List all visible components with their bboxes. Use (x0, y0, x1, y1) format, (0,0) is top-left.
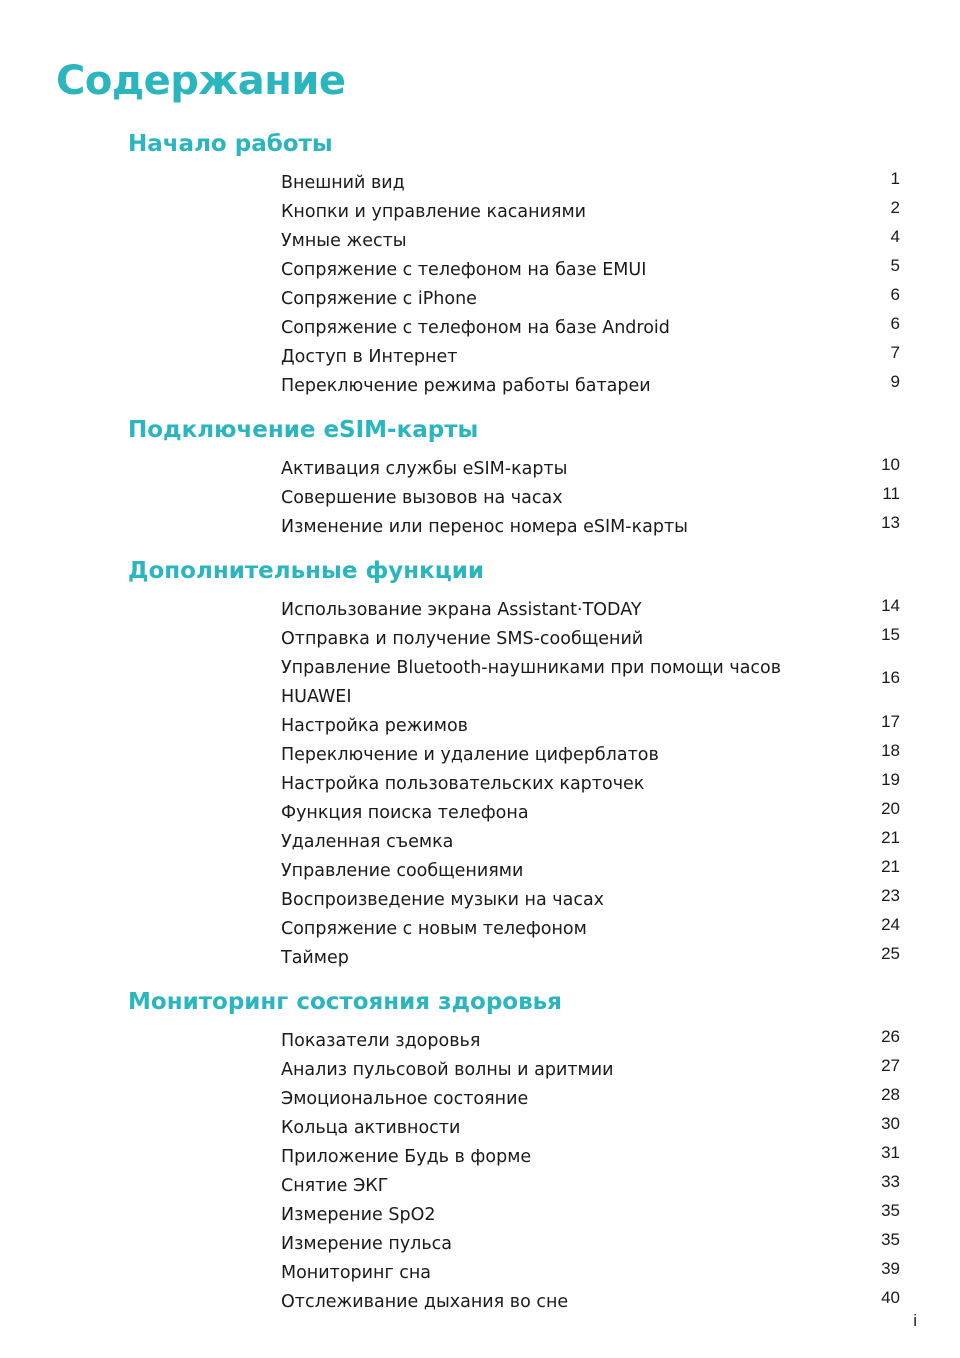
toc-entry[interactable] (0, 198, 960, 227)
toc-section (0, 554, 960, 973)
toc-section (0, 985, 960, 1317)
toc-entry[interactable] (0, 1085, 960, 1114)
toc-entry-title[interactable]: Снятие ЭКГ (281, 1176, 389, 1196)
toc-entry[interactable] (0, 625, 960, 654)
toc-entry-title[interactable]: Сопряжение с телефоном на базе EMUI (281, 260, 647, 280)
toc-entry[interactable] (0, 1230, 960, 1259)
toc-entry-title[interactable]: Совершение вызовов на часах (281, 488, 563, 508)
toc-entry[interactable] (0, 944, 960, 973)
toc-entry-page[interactable]: 25 (881, 944, 900, 963)
toc-entry[interactable] (0, 1259, 960, 1288)
toc-entry-title[interactable]: Мониторинг сна (281, 1263, 431, 1283)
toc-entry-title[interactable]: Настройка пользовательских карточек (281, 774, 645, 794)
toc-entry[interactable] (0, 343, 960, 372)
toc-entry-title[interactable]: Сопряжение с новым телефоном (281, 919, 587, 939)
toc-entry[interactable] (0, 857, 960, 886)
toc-entry-page[interactable]: 2 (890, 198, 900, 217)
toc-entry-page[interactable]: 21 (881, 857, 900, 876)
toc-entry-page[interactable]: 20 (881, 799, 900, 818)
toc-entry-title[interactable]: Измерение пульса (281, 1234, 453, 1254)
toc-entry[interactable] (0, 741, 960, 770)
toc-entry[interactable] (0, 484, 960, 513)
toc-entry[interactable] (0, 828, 960, 857)
toc-entry-title[interactable]: Внешний вид (281, 173, 405, 193)
toc-entry[interactable] (0, 799, 960, 828)
toc-entry[interactable] (0, 712, 960, 741)
toc-entry-title[interactable]: Сопряжение с iPhone (281, 289, 477, 309)
toc-entry[interactable] (0, 227, 960, 256)
toc-entry[interactable] (0, 1027, 960, 1056)
section-heading[interactable]: Дополнительные функции (128, 558, 485, 584)
toc-entry-title[interactable]: Доступ в Интернет (281, 347, 458, 367)
toc-section (0, 127, 960, 401)
toc-entry-page[interactable]: 35 (881, 1230, 900, 1249)
toc-entry-page[interactable]: 9 (890, 372, 900, 391)
section-heading[interactable]: Начало работы (128, 131, 333, 157)
toc-entry-title[interactable]: Отслеживание дыхания во сне (281, 1292, 569, 1312)
toc-entry[interactable] (0, 915, 960, 944)
toc-entry-page[interactable]: 1 (890, 169, 900, 188)
toc-entry-page[interactable]: 17 (881, 712, 900, 731)
toc-section (0, 413, 960, 542)
toc-entry-page[interactable]: 40 (881, 1288, 900, 1307)
toc-entry[interactable] (0, 1201, 960, 1230)
toc-entry-title[interactable]: Удаленная съемка (281, 832, 454, 852)
toc-entry-title[interactable]: Настройка режимов (281, 716, 468, 736)
toc-entry-page[interactable]: 24 (881, 915, 900, 934)
toc-entry-page[interactable]: 23 (881, 886, 900, 905)
toc-entry[interactable] (0, 770, 960, 799)
toc-entry-page[interactable]: 27 (881, 1056, 900, 1075)
toc-entry[interactable] (0, 886, 960, 915)
toc-entry-page[interactable]: 11 (882, 484, 900, 503)
toc-entry-page[interactable]: 10 (881, 455, 900, 474)
toc-entry-title[interactable]: Переключение режима работы батареи (281, 376, 651, 396)
page-title: Содержание (56, 58, 346, 104)
section-heading[interactable]: Мониторинг состояния здоровья (128, 989, 562, 1015)
toc-entry-page[interactable]: 13 (881, 513, 900, 532)
toc-entry[interactable] (0, 654, 960, 712)
toc-entry-title[interactable]: Использование экрана Assistant·TODAY (281, 600, 642, 620)
toc-entry-page[interactable]: 26 (881, 1027, 900, 1046)
footer-page-number: i (913, 1311, 917, 1330)
toc-entry-title[interactable]: Изменение или перенос номера eSIM-карты (281, 517, 689, 537)
toc-entry-page[interactable]: 6 (890, 285, 900, 304)
toc-entry[interactable] (0, 596, 960, 625)
toc-entry-title[interactable]: Воспроизведение музыки на часах (281, 890, 605, 910)
toc-entry-page[interactable]: 18 (881, 741, 900, 760)
toc-entry-title[interactable]: Эмоциональное состояние (281, 1089, 529, 1109)
table-of-contents (0, 127, 960, 1329)
toc-entry-title[interactable]: Активация службы eSIM-карты (281, 459, 568, 479)
toc-entry[interactable] (0, 256, 960, 285)
toc-entry[interactable] (0, 1143, 960, 1172)
toc-entry[interactable] (0, 314, 960, 343)
toc-entry-page[interactable]: 6 (890, 314, 900, 333)
toc-entry-page[interactable]: 4 (890, 227, 900, 246)
toc-entry-title[interactable]: Сопряжение с телефоном на базе Android (281, 318, 670, 338)
toc-entry[interactable] (0, 372, 960, 401)
toc-entry-title[interactable]: Отправка и получение SMS-сообщений (281, 629, 644, 649)
toc-entry-page[interactable]: 28 (881, 1085, 900, 1104)
toc-entry-page[interactable]: 16 (881, 668, 900, 687)
toc-entry-title[interactable]: Показатели здоровья (281, 1031, 481, 1051)
toc-entry[interactable] (0, 513, 960, 542)
toc-entry-title[interactable]: Переключение и удаление циферблатов (281, 745, 659, 765)
toc-entry-title[interactable]: Функция поиска телефона (281, 803, 529, 823)
toc-entry-title[interactable]: Кнопки и управление касаниями (281, 202, 587, 222)
toc-entry-title[interactable]: Умные жесты (281, 231, 407, 251)
toc-entry-page[interactable]: 33 (881, 1172, 900, 1191)
toc-entry[interactable] (0, 169, 960, 198)
toc-entry-title[interactable]: Приложение Будь в форме (281, 1147, 532, 1167)
toc-entry[interactable] (0, 1056, 960, 1085)
toc-entry-title[interactable]: Кольца активности (281, 1118, 461, 1138)
toc-entry-page[interactable]: 15 (881, 625, 900, 644)
toc-entry-title[interactable]: Управление Bluetooth-наушниками при помощи часов HUAWEI (281, 658, 782, 707)
toc-entry-page[interactable]: 19 (881, 770, 900, 789)
toc-entry[interactable] (0, 285, 960, 314)
toc-entry-title[interactable]: Таймер (281, 948, 349, 968)
section-heading[interactable]: Подключение eSIM-карты (128, 417, 479, 443)
toc-entry-page[interactable]: 35 (881, 1201, 900, 1220)
toc-entry-page[interactable]: 39 (881, 1259, 900, 1278)
toc-entry[interactable] (0, 1114, 960, 1143)
toc-entry-title[interactable]: Измерение SpO2 (281, 1205, 436, 1225)
toc-entry-page[interactable]: 14 (881, 596, 900, 615)
toc-entry-page[interactable]: 5 (890, 256, 900, 275)
toc-entry-title[interactable]: Управление сообщениями (281, 861, 524, 881)
toc-entry-page[interactable]: 31 (881, 1143, 900, 1162)
toc-entry-page[interactable]: 30 (881, 1114, 900, 1133)
toc-entry-title[interactable]: Анализ пульсовой волны и аритмии (281, 1060, 614, 1080)
toc-entry-page[interactable]: 7 (890, 343, 900, 362)
toc-entry[interactable] (0, 1172, 960, 1201)
toc-entry-page[interactable]: 21 (881, 828, 900, 847)
toc-entry[interactable] (0, 1288, 960, 1317)
toc-entry[interactable] (0, 455, 960, 484)
